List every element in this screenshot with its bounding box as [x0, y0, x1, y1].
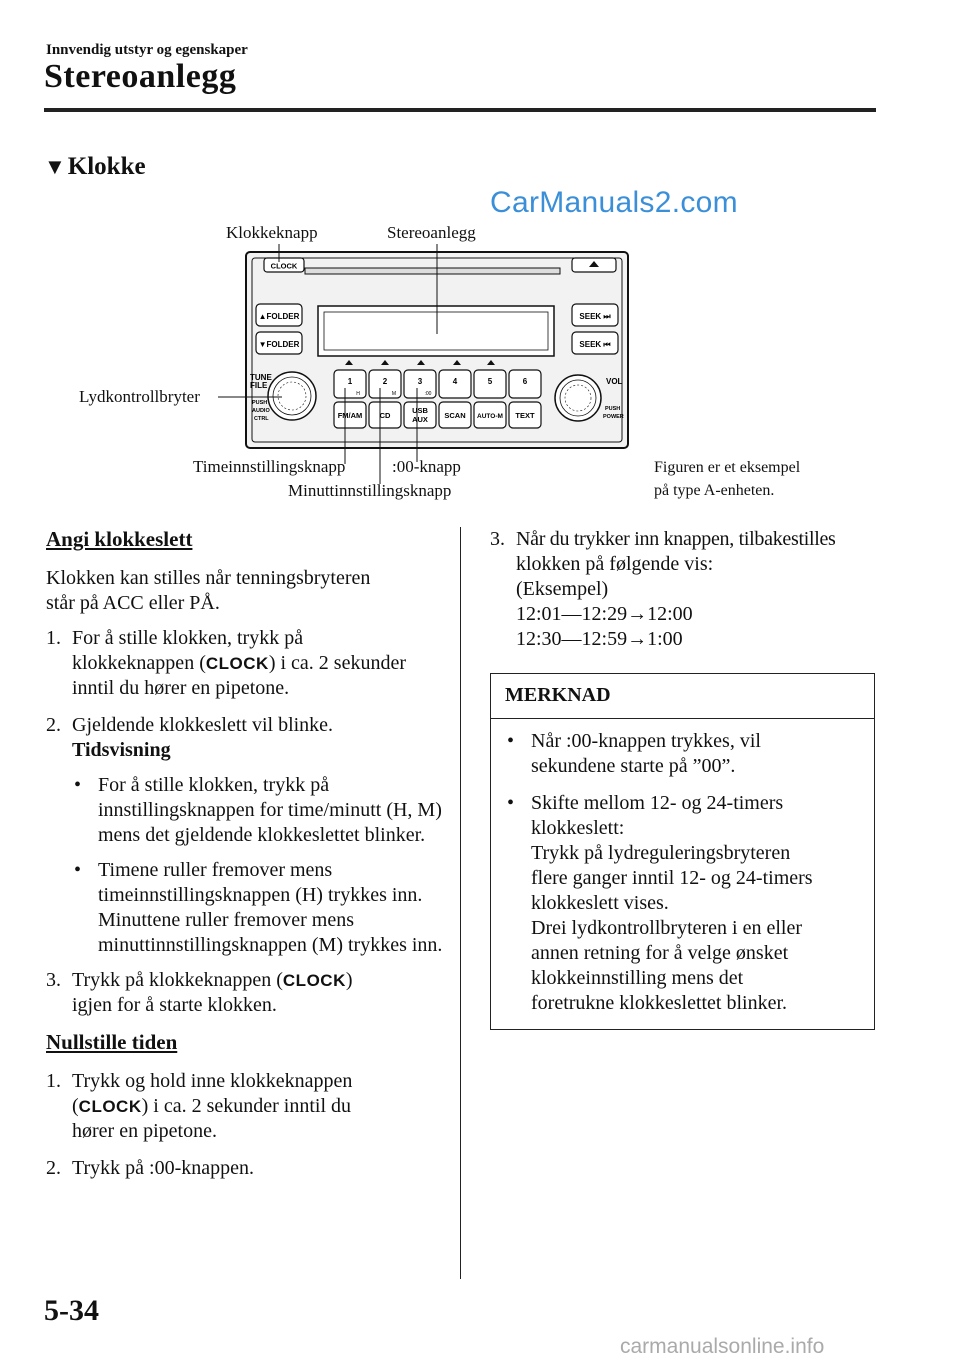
- bullet-icon: •: [74, 859, 82, 881]
- bullet-set-hour-minute: [72, 773, 446, 848]
- subheading-time-display: Tidsvisning: [72, 739, 171, 761]
- label-clock-button: Klokkeknapp: [226, 223, 318, 242]
- text-run: (: [72, 1095, 79, 1117]
- text-run: Trykk på klokkeknappen (: [72, 969, 283, 991]
- label-zero-button: :00-knapp: [392, 457, 461, 476]
- preset-mark-00: :00: [424, 391, 432, 397]
- text-line: Trykk på :00-knappen.: [72, 1157, 255, 1179]
- text-line: igjen for å starte klokken.: [72, 994, 277, 1016]
- text-line: [72, 651, 446, 676]
- radio-display: [318, 306, 554, 356]
- audio-label: AUDIO: [252, 408, 270, 414]
- step-2: [46, 713, 446, 763]
- text-line: For å stille klokken, trykk på: [98, 774, 330, 796]
- text-line: [72, 1094, 446, 1119]
- note-box: [490, 673, 875, 1030]
- preset-label-1: 1: [347, 377, 353, 386]
- text-line: innstillingsknappen for: [98, 799, 283, 821]
- note-bullet-00: [505, 729, 860, 779]
- text-line: For å stille klokken, trykk på: [72, 627, 304, 649]
- seek-up-label: SEEK ⏭: [579, 312, 611, 321]
- cd-label: CD: [379, 411, 391, 420]
- power-push-label: PUSH: [605, 406, 621, 412]
- column-divider: [460, 527, 461, 1279]
- text-line: flere ganger inntil 12- og 24-timers: [531, 867, 813, 889]
- clock-button-label: CLOCK: [270, 261, 298, 271]
- text-run: ) i ca. 2 sekunder inntil du: [141, 1095, 352, 1117]
- text-line: (Eksempel): [516, 578, 609, 600]
- text-line: timeinnstillingsknappen (H) trykkes: [98, 884, 387, 906]
- preset-label-5: 5: [487, 377, 493, 386]
- left-column: [46, 527, 446, 1193]
- text-line: klokkeslett vises.: [531, 892, 669, 914]
- text-line: 12:01—12:29→12:00: [516, 603, 693, 625]
- vol-label: VOL: [606, 377, 623, 386]
- text-line: sekundene starte på ”00”.: [531, 755, 736, 777]
- text-line: [72, 968, 446, 993]
- watermark-top: CarManuals2.com: [490, 186, 738, 219]
- text-run: klokkeknappen (: [72, 652, 206, 674]
- text-line: Timene ruller fremover mens: [98, 859, 333, 881]
- text-line: klokken på følgende vis:: [516, 553, 714, 575]
- usb-label: USB: [412, 406, 428, 415]
- figure-note: [654, 456, 800, 502]
- clock-button-icon: CLOCK: [282, 971, 346, 990]
- text-line: Skifte mellom 12- og 24-timers: [531, 792, 784, 814]
- text-line: Trykk på lydreguleringsbryteren: [531, 842, 791, 864]
- text-line: annen retning for å velge ønsket: [531, 942, 789, 964]
- preset-label-2: 2: [382, 377, 388, 386]
- text-line: trykkes inn.: [348, 934, 443, 956]
- step-number: 1.: [46, 1070, 61, 1092]
- text-line: Når :00-knappen trykkes, vil: [531, 730, 761, 752]
- text-line: inn. Minuttene ruller fremover mens: [98, 884, 423, 931]
- audio-control-knob: [268, 372, 316, 420]
- step-1: [46, 626, 446, 701]
- bullet-icon: •: [74, 774, 82, 796]
- tune-label: TUNE: [250, 373, 272, 382]
- text-line: Drei lydkontrollbryteren i en eller: [531, 917, 803, 939]
- page-title: Stereoanlegg: [44, 58, 237, 95]
- label-stereo: Stereoanlegg: [387, 223, 476, 242]
- reset-step-1: [46, 1069, 446, 1144]
- file-label: FILE: [250, 381, 268, 390]
- bullet-icon: •: [507, 730, 515, 752]
- intro-paragraph: [46, 566, 446, 616]
- auto-m-label: AUTO-M: [477, 413, 503, 420]
- clock-button-icon: CLOCK: [78, 1097, 142, 1116]
- folder-up-label: ▲FOLDER: [258, 312, 300, 321]
- text-line: minuttinnstillingsknappen (M): [98, 934, 343, 956]
- text-line: 12:30—12:59→1:00: [516, 628, 683, 650]
- figure-note-line: Figuren er et eksempel: [654, 459, 801, 476]
- label-minute-button: Minuttinnstillingsknapp: [288, 481, 452, 500]
- reset-step-2: [46, 1156, 446, 1181]
- figure-note-line: på type A-enheten.: [654, 482, 775, 499]
- text-run: ): [345, 969, 353, 991]
- watermark-bottom: carmanualsonline.info: [620, 1335, 825, 1358]
- heading-set-clock: Angi klokkeslett: [46, 527, 193, 551]
- note-bullet-12-24: [505, 791, 860, 1016]
- step-number: 1.: [46, 627, 61, 649]
- text-line: Trykk og hold inne klokkeknappen: [72, 1070, 353, 1092]
- chapter-label: Innvendig utstyr og egenskaper: [46, 42, 248, 58]
- step-number: 2.: [46, 1157, 61, 1179]
- text-line: Når du trykker inn knappen, tilbakestilles: [516, 528, 836, 550]
- text-line: klokkeinnstilling mens det: [531, 967, 744, 989]
- section-title-text: Klokke: [67, 153, 146, 180]
- text-line: Klokken kan stilles når tenningsbryteren: [46, 567, 371, 589]
- text-line: står på ACC eller PÅ.: [46, 592, 220, 614]
- seek-down-label: SEEK ⏮: [579, 340, 611, 349]
- preset-label-4: 4: [452, 377, 458, 386]
- ctrl-label: CTRL: [254, 416, 269, 422]
- step-3: [46, 968, 446, 1018]
- label-hour-button: Timeinnstillingsknapp: [193, 457, 346, 476]
- scan-label: SCAN: [444, 411, 466, 420]
- push-label: PUSH: [252, 400, 268, 406]
- text-line: inntil du hører en pipetone.: [72, 677, 290, 699]
- preset-label-6: 6: [522, 377, 528, 386]
- reset-step-3: [490, 527, 876, 652]
- preset-mark-h: H: [356, 391, 360, 397]
- text-label: TEXT: [515, 411, 535, 420]
- label-audio-control: Lydkontrollbryter: [79, 387, 200, 406]
- clock-button-icon: CLOCK: [205, 654, 269, 673]
- section-marker-icon: ▼: [44, 154, 66, 179]
- aux-label: AUX: [412, 415, 428, 424]
- text-line: foretrukne klokkeslettet blinker.: [531, 992, 788, 1014]
- volume-knob: [555, 375, 601, 421]
- step-number: 3.: [490, 528, 505, 550]
- radio-figure: [0, 0, 960, 520]
- bullet-icon: •: [507, 792, 515, 814]
- power-label: POWER: [603, 414, 624, 420]
- bullet-roll-forward: [72, 858, 446, 958]
- text-line: time/minutt (H, M) mens det: [98, 799, 442, 846]
- step-number: 2.: [46, 714, 61, 736]
- folder-down-label: ▼FOLDER: [258, 340, 300, 349]
- right-column: [490, 527, 876, 664]
- preset-mark-m: M: [391, 391, 397, 397]
- text-line: gjeldende klokkeslettet blinker.: [174, 824, 426, 846]
- text-run: ) i ca. 2 sekunder: [268, 652, 406, 674]
- text-line: hører en pipetone.: [72, 1120, 217, 1142]
- fm-am-label: FM/AM: [337, 411, 363, 420]
- step-number: 3.: [46, 969, 61, 991]
- note-body: [491, 719, 874, 1016]
- text-line: klokkeslett:: [531, 817, 625, 839]
- text-line: Gjeldende klokkeslett vil blinke.: [72, 714, 334, 736]
- page-number: 5-34: [44, 1294, 99, 1327]
- cd-slot: [305, 268, 560, 274]
- preset-label-3: 3: [417, 377, 423, 386]
- note-title: MERKNAD: [491, 674, 874, 719]
- heading-reset-time: Nullstille tiden: [46, 1030, 178, 1054]
